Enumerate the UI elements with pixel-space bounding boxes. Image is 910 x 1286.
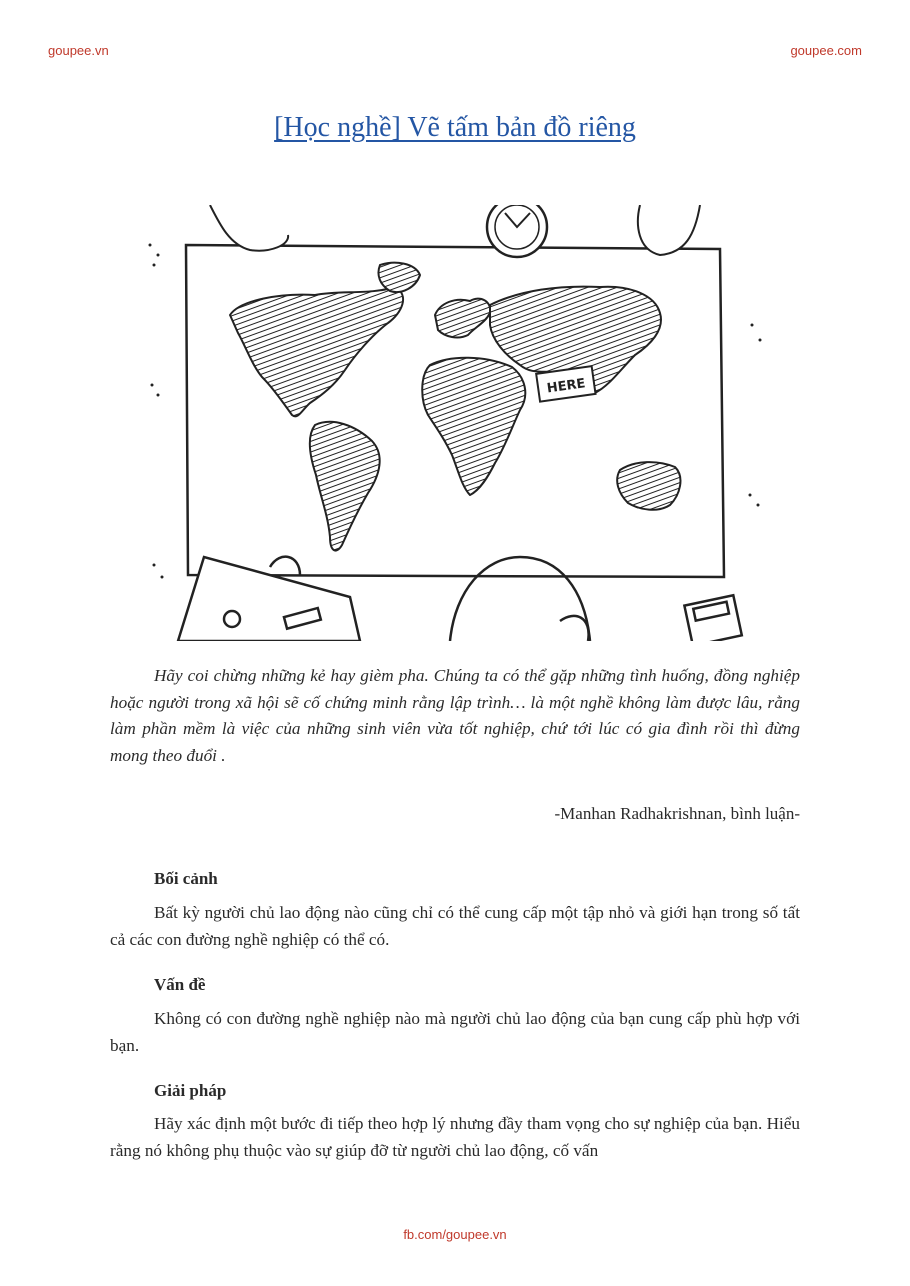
continents [230,263,680,551]
section-body-solution: Hãy xác định một bước đi tiếp theo hợp lý nhưng đầy tham vọng cho sự nghiệp của bạn. Hiểu rằng nó không phụ thuộc vào sự giúp đỡ từ người chủ lao động, cố vấn [110,1114,800,1160]
headphones-sketch [450,557,590,641]
here-sign-label: HERE [546,376,587,397]
quote-paragraph: Hãy coi chừng những kẻ hay gièm pha. Chúng ta có thể gặp những tình huống, đồng nghiệp hoặc người trong xã hội sẽ cố chứng minh rằng lập trình… là một nghề không làm được lâu, rằng làm phần mềm là việc của những sinh viên vừa tốt nghiệp, chứ tới lúc có gia đình rồi thì đừng mong theo đuổi . [110,666,800,766]
footer-link[interactable]: fb.com/goupee.vn [403,1227,507,1242]
section-heading-solution: Giải pháp [154,1081,227,1100]
compass-icon [487,205,547,257]
header-site-right: goupee.com [790,43,862,58]
page-title[interactable]: [Học nghề] Vẽ tấm bản đồ riêng [274,112,636,143]
section-body-problem: Không có con đường nghề nghiệp nào mà người chủ lao động của bạn cung cấp phù hợp với bạn. [110,1009,800,1055]
header-site-left: goupee.vn [48,43,109,58]
left-hand-sketch [210,205,288,251]
section-heading-problem: Vấn đề [154,975,206,994]
calculator-sketch [684,595,741,641]
world-map-illustration [140,205,772,641]
suitcase-sketch [178,557,360,641]
section-body-context: Bất kỳ người chủ lao động nào cũng chỉ có thể cung cấp một tập nhỏ và giới hạn trong số tất cả các con đường nghề nghiệp có thể có. [110,903,800,949]
quote-attribution: -Manhan Radhakrishnan, bình luận- [554,804,800,823]
right-hand-sketch [638,205,700,255]
section-heading-context: Bối cảnh [154,869,218,888]
